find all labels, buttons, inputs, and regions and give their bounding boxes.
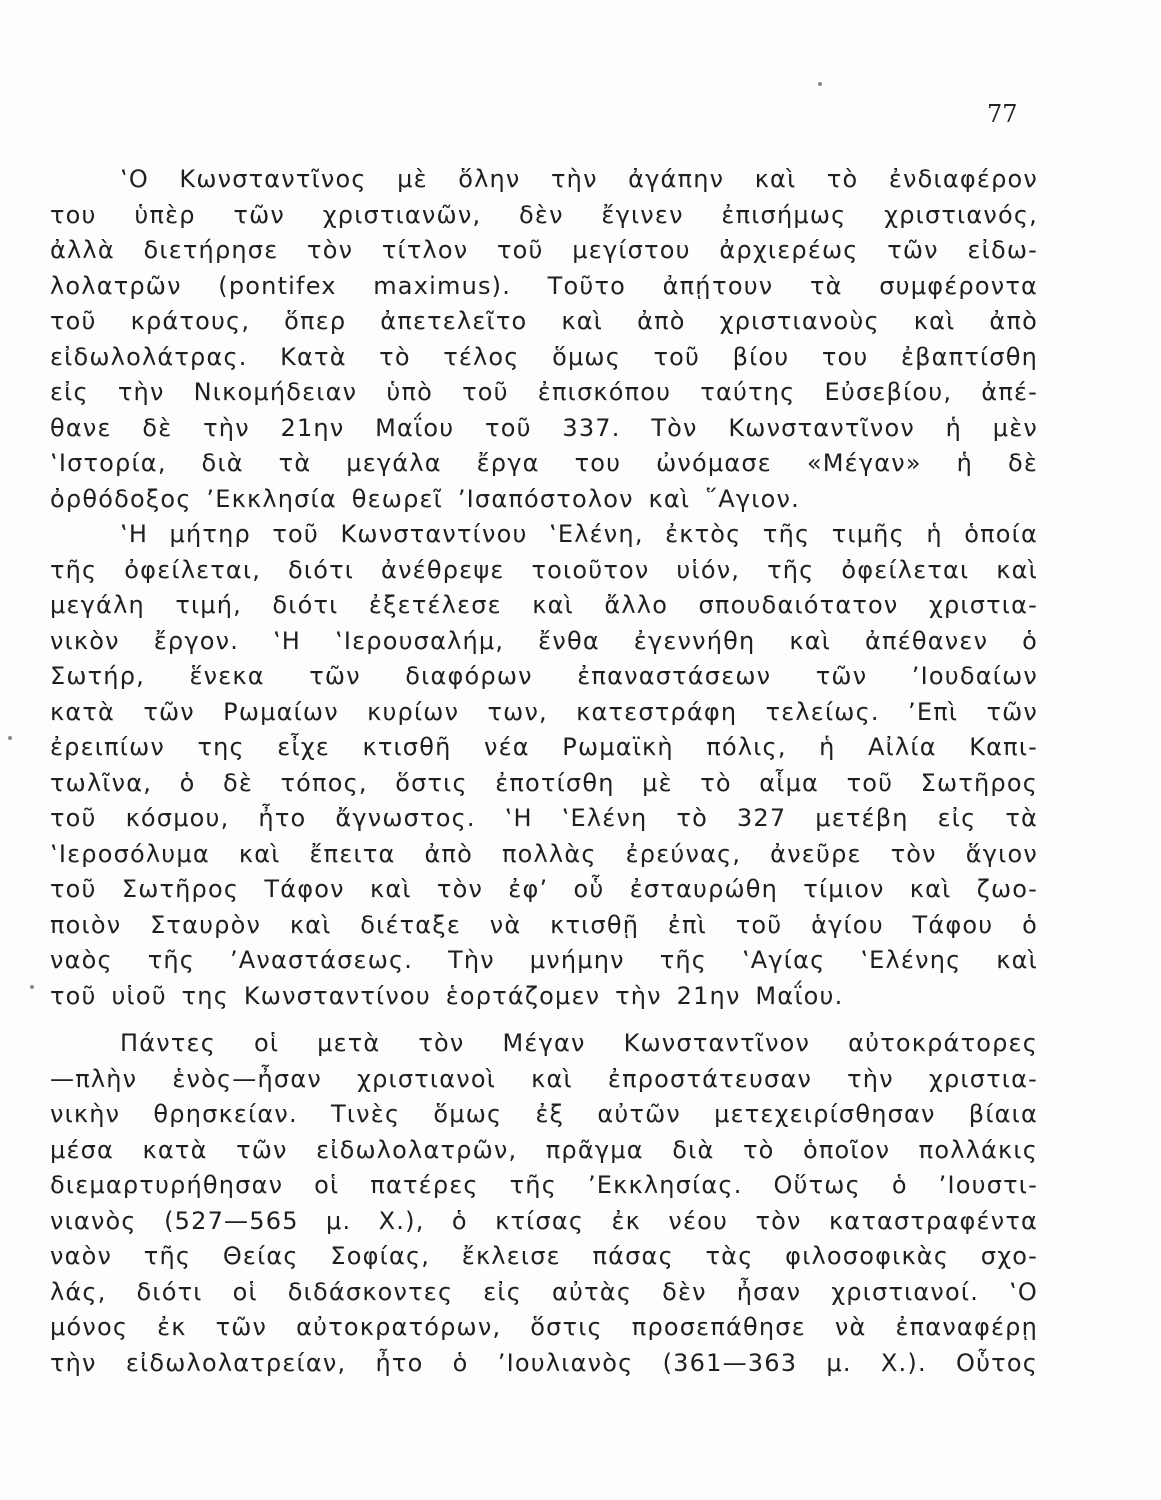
text-line: τοῦ κόσμου, ἦτο ἄγνωστος. ‛Η ‛Ελένη τὸ 327 μετέβη εἰς τὰ — [50, 804, 1038, 832]
scan-speck — [8, 736, 12, 740]
text-line: ‛Ο Κωνσταντῖνος μὲ ὅλην τὴν ἀγάπην καὶ τὸ ἐνδιαφέρον — [120, 165, 1038, 193]
text-line: τοῦ Σωτῆρος Τάφον καὶ τὸν ἐφ’ οὗ ἐσταυρώθη τίμιον καὶ ζωο- — [50, 875, 1038, 903]
text-line: ‛Ιστορία, διὰ τὰ μεγάλα ἔργα του ὠνόμασε «Μέγαν» ἡ δὲ — [50, 449, 1038, 477]
text-line: τοῦ κράτους, ὅπερ ἀπετελεῖτο καὶ ἀπὸ χριστιανοὺς καὶ ἀπὸ — [50, 307, 1038, 335]
scan-speck — [30, 985, 34, 989]
text-line: θανε δὲ τὴν 21ην Μαΐου τοῦ 337. Τὸν Κωνσταντῖνον ἡ μὲν — [50, 413, 1038, 442]
text-line: νικὸν ἔργον. ‛Η ‛Ιερουσαλήμ, ἔνθα ἐγεννήθη καὶ ἀπέθανεν ὁ — [50, 626, 1038, 655]
text-line: ναὸν τῆς Θείας Σοφίας, ἔκλεισε πάσας τὰς φιλοσοφικὰς σχο- — [50, 1242, 1038, 1270]
paragraph — [50, 517, 1038, 1014]
text-line: μέσα κατὰ τῶν εἰδωλολατρῶν, πρᾶγμα διὰ τὸ ὁποῖον πολλάκις — [50, 1135, 1038, 1164]
text-line: ‛Η μήτηρ τοῦ Κωνσταντίνου ‛Ελένη, ἐκτὸς τῆς τιμῆς ἡ ὁποία — [120, 520, 1038, 548]
text-line: εἰς τὴν Νικομήδειαν ὑπὸ τοῦ ἐπισκόπου ταύτης Εὐσεβίου, ἀπέ- — [50, 378, 1038, 406]
paragraph — [50, 162, 1038, 517]
text-line: ποιὸν Σταυρὸν καὶ διέταξε νὰ κτισθῇ ἐπὶ τοῦ ἁγίου Τάφου ὁ — [50, 910, 1038, 939]
scan-speck — [818, 82, 822, 86]
page-number: 77 — [987, 100, 1018, 128]
text-line: τωλῖνα, ὁ δὲ τόπος, ὅστις ἐποτίσθη μὲ τὸ αἷμα τοῦ Σωτῆρος — [50, 768, 1038, 797]
text-line: τὴν εἰδωλολατρείαν, ἦτο ὁ ’Ιουλιανὸς (361—363 μ. Χ.). Οὗτος — [50, 1348, 1038, 1377]
text-line: ἐρειπίων της εἶχε κτισθῆ νέα Ρωμαϊκὴ πόλις, ἡ Αἰλία Καπι- — [50, 733, 1038, 761]
body-text — [50, 162, 1038, 1381]
text-line: τοῦ υἱοῦ της Κωνσταντίνου ἑορτάζομεν τὴν 21ην Μαΐου. — [50, 981, 844, 1010]
text-line: του ὑπὲρ τῶν χριστιανῶν, δὲν ἔγινεν ἐπισήμως χριστιανός, — [50, 200, 1038, 229]
text-line: διεμαρτυρήθησαν οἱ πατέρες τῆς ’Εκκλησίας. Οὕτως ὁ ’Ιουστι- — [50, 1171, 1038, 1199]
text-line: τῆς ὀφείλεται, διότι ἀνέθρεψε τοιοῦτον υἱόν, τῆς ὀφείλεται καὶ — [50, 555, 1038, 584]
text-line: κατὰ τῶν Ρωμαίων κυρίων των, κατεστράφη τελείως. ’Επὶ τῶν — [50, 697, 1038, 726]
text-line: Σωτήρ, ἕνεκα τῶν διαφόρων ἐπαναστάσεων τῶν ’Ιουδαίων — [50, 662, 1038, 690]
text-line: νικὴν θρησκείαν. Τινὲς ὅμως ἐξ αὐτῶν μετεχειρίσθησαν βίαια — [50, 1100, 1038, 1128]
text-line: Πάντες οἱ μετὰ τὸν Μέγαν Κωνσταντῖνον αὐτοκράτορες — [120, 1029, 1038, 1057]
text-line: ναὸς τῆς ’Αναστάσεως. Τὴν μνήμην τῆς ‛Αγίας ‛Ελένης καὶ — [50, 946, 1038, 974]
paragraph — [50, 1026, 1038, 1381]
text-line: μεγάλη τιμή, διότι ἐξετέλεσε καὶ ἄλλο σπουδαιότατον χριστια- — [50, 591, 1038, 619]
text-line: λάς, διότι οἱ διδάσκοντες εἰς αὐτὰς δὲν ἦσαν χριστιανοί. ‛Ο — [50, 1277, 1038, 1306]
text-line: ὀρθόδοξος ’Εκκλησία θεωρεῖ ’Ισαπόστολον καὶ ῞Αγιον. — [50, 484, 800, 513]
text-line: λολατρῶν (pontifex maximus). Τοῦτο ἀπῄτουν τὰ συμφέροντα — [50, 271, 1038, 300]
text-line: εἰδωλολάτρας. Κατὰ τὸ τέλος ὅμως τοῦ βίου του ἐβαπτίσθη — [50, 342, 1038, 371]
text-line: ἀλλὰ διετήρησε τὸν τίτλον τοῦ μεγίστου ἀρχιερέως τῶν εἰδω- — [50, 236, 1038, 264]
text-line: ‛Ιεροσόλυμα καὶ ἔπειτα ἀπὸ πολλὰς ἐρεύνας, ἀνεῦρε τὸν ἅγιον — [50, 839, 1038, 868]
text-line: νιανὸς (527—565 μ. Χ.), ὁ κτίσας ἐκ νέου τὸν καταστραφέντα — [50, 1206, 1038, 1235]
text-line: —πλὴν ἑνὸς—ἦσαν χριστιανοὶ καὶ ἐπροστάτευσαν τὴν χριστια- — [50, 1064, 1038, 1093]
text-line: μόνος ἐκ τῶν αὐτοκρατόρων, ὅστις προσεπάθησε νὰ ἐπαναφέρῃ — [50, 1313, 1038, 1341]
